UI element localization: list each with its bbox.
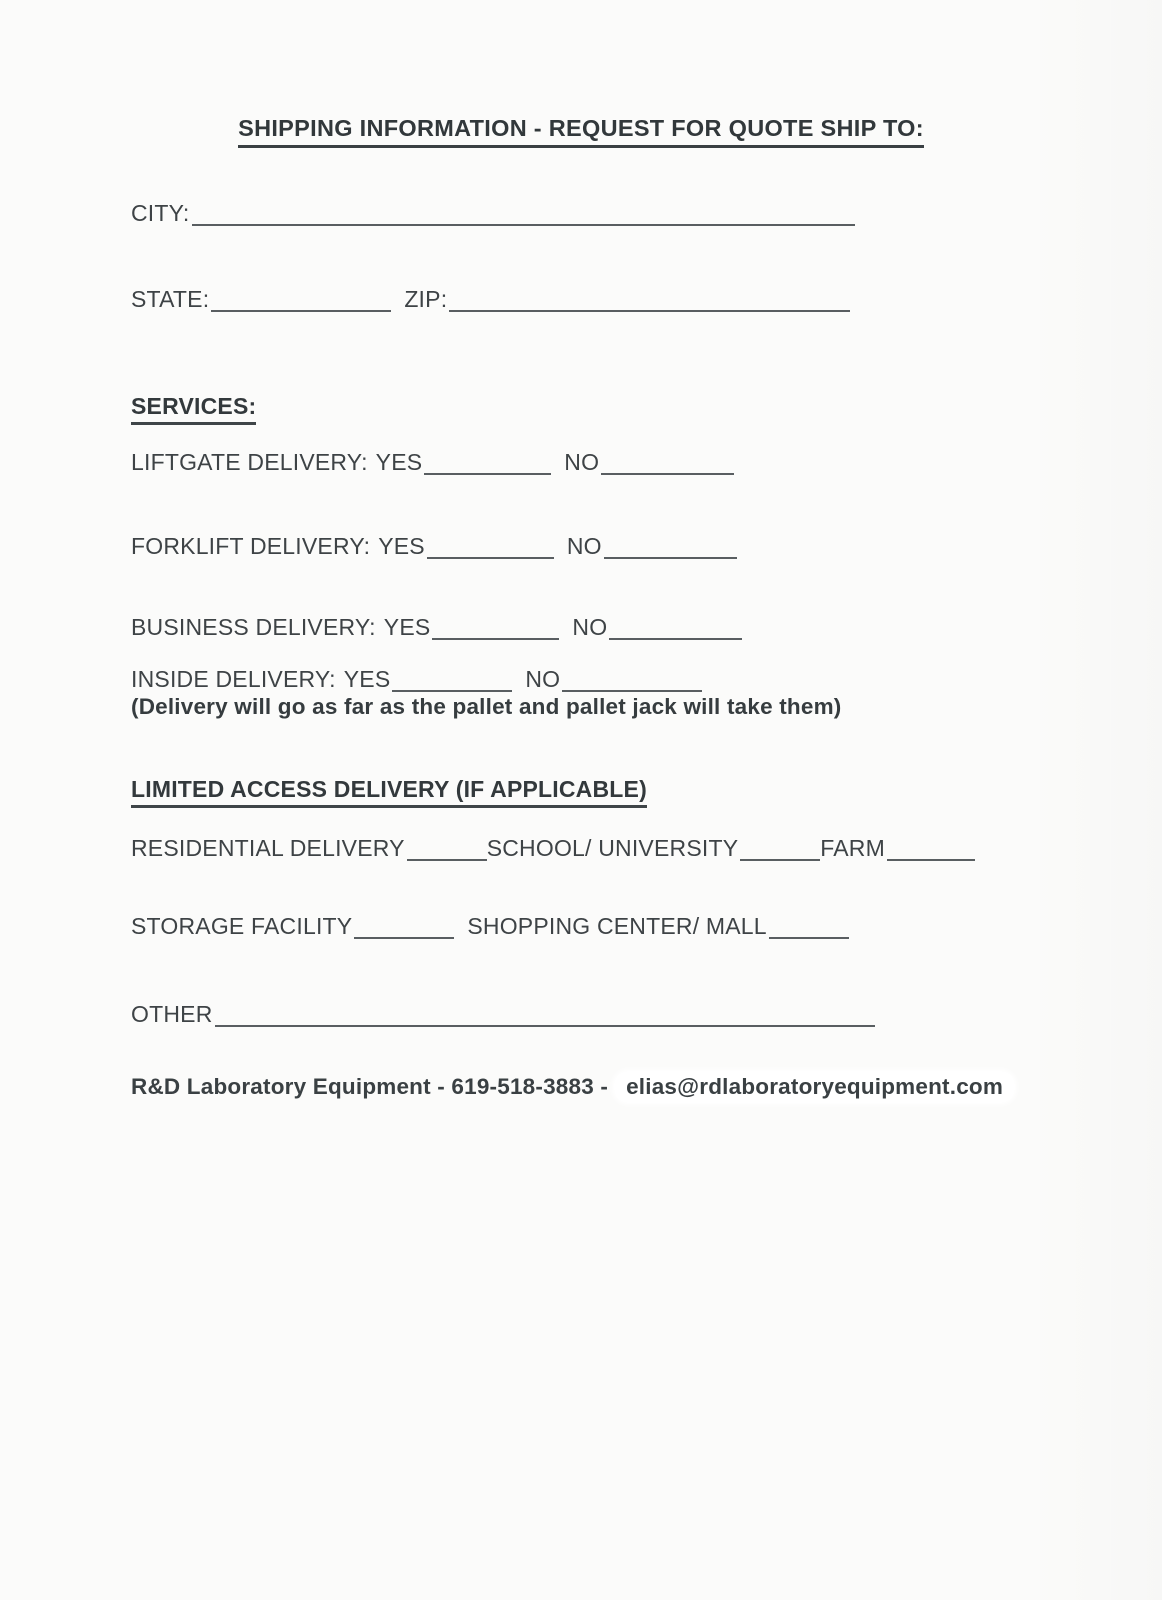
shopping-center-mall-label: SHOPPING CENTER/ MALL bbox=[467, 913, 767, 939]
services-heading-row bbox=[131, 391, 256, 425]
contact-email[interactable]: elias@rdlaboratoryequipment.com bbox=[614, 1071, 1015, 1103]
inside-delivery-note: (Delivery will go as far as the pallet and pallet jack will take them) bbox=[131, 694, 842, 719]
services-heading: SERVICES: bbox=[131, 391, 256, 425]
state-zip-row bbox=[131, 284, 850, 314]
liftgate-yes-line[interactable] bbox=[424, 451, 551, 475]
forklift-no-label: NO bbox=[566, 533, 602, 559]
forklift-yes-line[interactable] bbox=[427, 535, 554, 559]
footer-row bbox=[131, 1072, 1015, 1102]
inside-no-line[interactable] bbox=[562, 668, 702, 692]
limited-access-heading-row bbox=[131, 774, 647, 808]
city-label: CITY: bbox=[131, 200, 190, 226]
business-delivery-label: BUSINESS DELIVERY: bbox=[131, 614, 376, 640]
business-delivery-row bbox=[131, 612, 742, 642]
residential-delivery-label: RESIDENTIAL DELIVERY bbox=[131, 835, 405, 861]
page-title: SHIPPING INFORMATION - REQUEST FOR QUOTE SHIP TO: bbox=[238, 113, 924, 148]
inside-yes-line[interactable] bbox=[392, 668, 512, 692]
farm-label: FARM bbox=[820, 835, 885, 861]
forklift-no-line[interactable] bbox=[604, 535, 737, 559]
residential-delivery-line[interactable] bbox=[407, 837, 487, 861]
other-line[interactable] bbox=[215, 1003, 875, 1027]
residential-school-farm-row bbox=[131, 833, 975, 863]
school-university-label: SCHOOL/ UNIVERSITY bbox=[486, 835, 739, 861]
other-label: OTHER bbox=[131, 1001, 213, 1027]
zip-label: ZIP: bbox=[404, 286, 448, 312]
liftgate-yes-label: YES bbox=[375, 449, 423, 475]
liftgate-delivery-label: LIFTGATE DELIVERY: bbox=[131, 449, 368, 475]
city-input-line[interactable] bbox=[192, 202, 855, 226]
business-no-label: NO bbox=[572, 614, 608, 640]
city-row bbox=[131, 198, 855, 228]
storage-shopping-row bbox=[131, 911, 849, 941]
forklift-yes-label: YES bbox=[378, 533, 425, 559]
business-yes-line[interactable] bbox=[432, 616, 559, 640]
limited-access-heading: LIMITED ACCESS DELIVERY (IF APPLICABLE) bbox=[131, 774, 647, 808]
business-no-line[interactable] bbox=[609, 616, 742, 640]
state-input-line[interactable] bbox=[211, 288, 391, 312]
storage-facility-line[interactable] bbox=[354, 915, 454, 939]
forklift-delivery-label: FORKLIFT DELIVERY: bbox=[131, 533, 371, 559]
inside-delivery-label: INSIDE DELIVERY: bbox=[131, 666, 336, 692]
zip-input-line[interactable] bbox=[449, 288, 850, 312]
farm-line[interactable] bbox=[887, 837, 975, 861]
shopping-center-mall-line[interactable] bbox=[769, 915, 849, 939]
company-and-phone-text: R&D Laboratory Equipment - 619-518-3883 - bbox=[131, 1074, 609, 1099]
storage-facility-label: STORAGE FACILITY bbox=[131, 913, 353, 939]
forklift-delivery-row bbox=[131, 531, 737, 561]
inside-no-label: NO bbox=[525, 666, 561, 692]
inside-delivery-row bbox=[131, 664, 702, 694]
liftgate-no-label: NO bbox=[564, 449, 600, 475]
inside-yes-label: YES bbox=[343, 666, 391, 692]
school-university-line[interactable] bbox=[740, 837, 820, 861]
state-label: STATE: bbox=[131, 286, 210, 312]
other-row bbox=[131, 999, 875, 1029]
title-row bbox=[0, 113, 1162, 148]
business-yes-label: YES bbox=[383, 614, 431, 640]
liftgate-delivery-row bbox=[131, 447, 734, 477]
liftgate-no-line[interactable] bbox=[601, 451, 734, 475]
